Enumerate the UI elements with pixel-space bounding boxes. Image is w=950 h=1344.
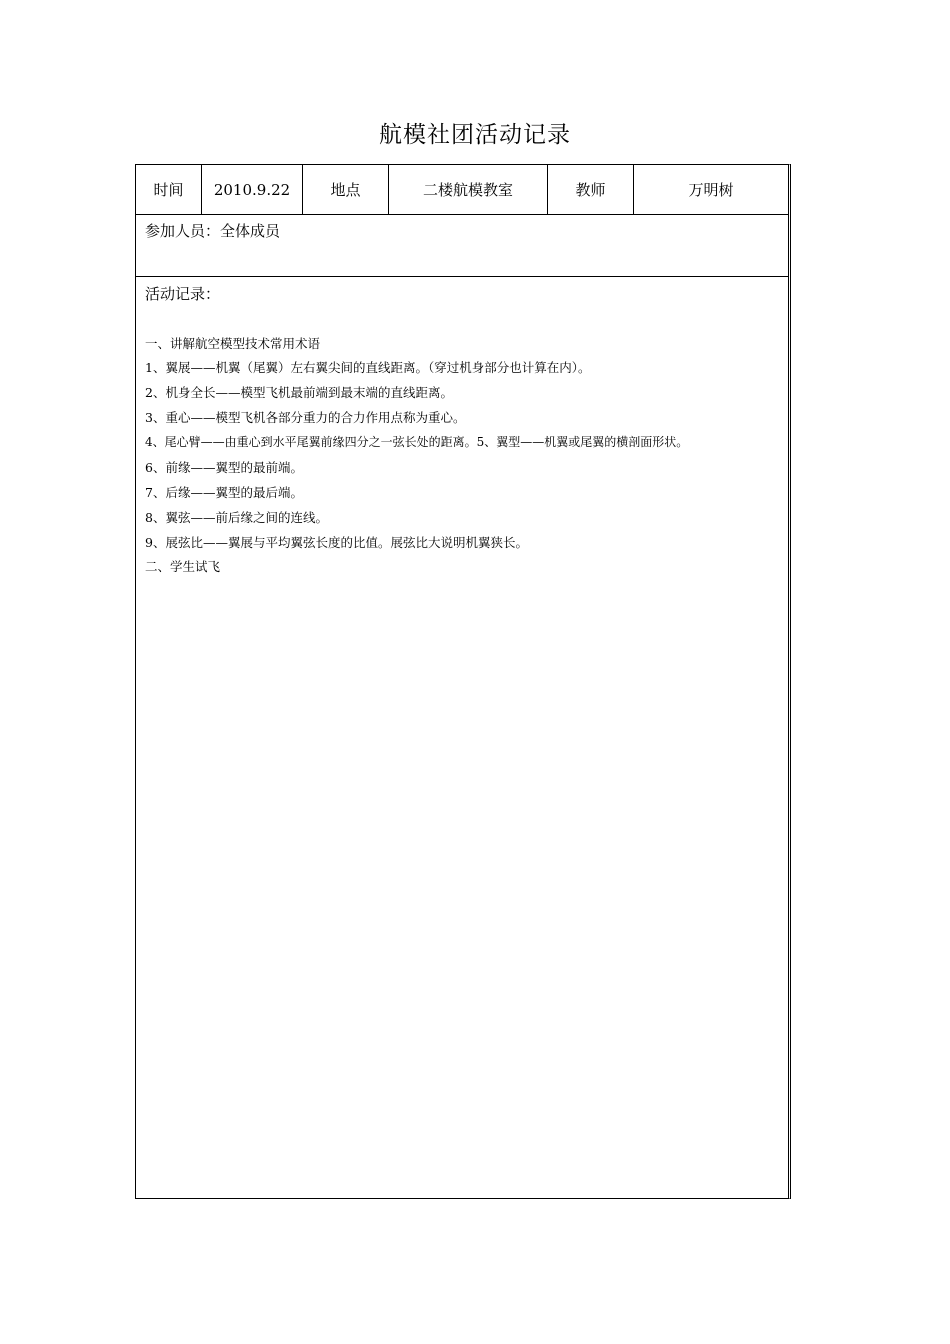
activity-label: 活动记录： xyxy=(145,285,221,303)
header-row xyxy=(136,165,788,215)
term-item: 9、展弦比——翼展与平均翼弦长度的比值。展弦比大说明机翼狭长。 xyxy=(145,535,528,550)
section-heading-trial-flight: 二、学生试飞 xyxy=(145,559,221,574)
term-item: 4、尾心臂——由重心到水平尾翼前缘四分之一弦长处的距离。5、翼型——机翼或尾翼的横剖面形状。 xyxy=(145,435,689,449)
teacher-value: 万明树 xyxy=(688,181,734,199)
participants-row xyxy=(136,214,788,277)
teacher-label: 教师 xyxy=(548,165,634,214)
term-item: 3、重心——模型飞机各部分重力的合力作用点称为重心。 xyxy=(145,410,466,425)
time-label: 时间 xyxy=(136,165,202,214)
page-title: 航模社团活动记录 xyxy=(379,122,571,148)
place-value: 二楼航模教室 xyxy=(389,165,548,214)
section-heading-terms: 一、讲解航空模型技术常用术语 xyxy=(145,336,321,351)
term-item: 6、前缘——翼型的最前端。 xyxy=(145,460,303,475)
activity-record-cell xyxy=(136,277,788,1198)
term-item: 8、翼弦——前后缘之间的连线。 xyxy=(145,510,328,525)
record-table xyxy=(135,164,791,1199)
term-item: 7、后缘——翼型的最后端。 xyxy=(145,485,303,500)
term-item: 1、翼展——机翼（尾翼）左右翼尖间的直线距离。（穿过机身部分也计算在内）。 xyxy=(145,360,591,375)
participants-text: 参加人员：全体成员 xyxy=(145,222,281,240)
place-label: 地点 xyxy=(303,165,389,214)
term-item: 2、机身全长——模型飞机最前端到最末端的直线距离。 xyxy=(145,385,453,400)
time-value: 2010.9.22 xyxy=(202,165,303,214)
